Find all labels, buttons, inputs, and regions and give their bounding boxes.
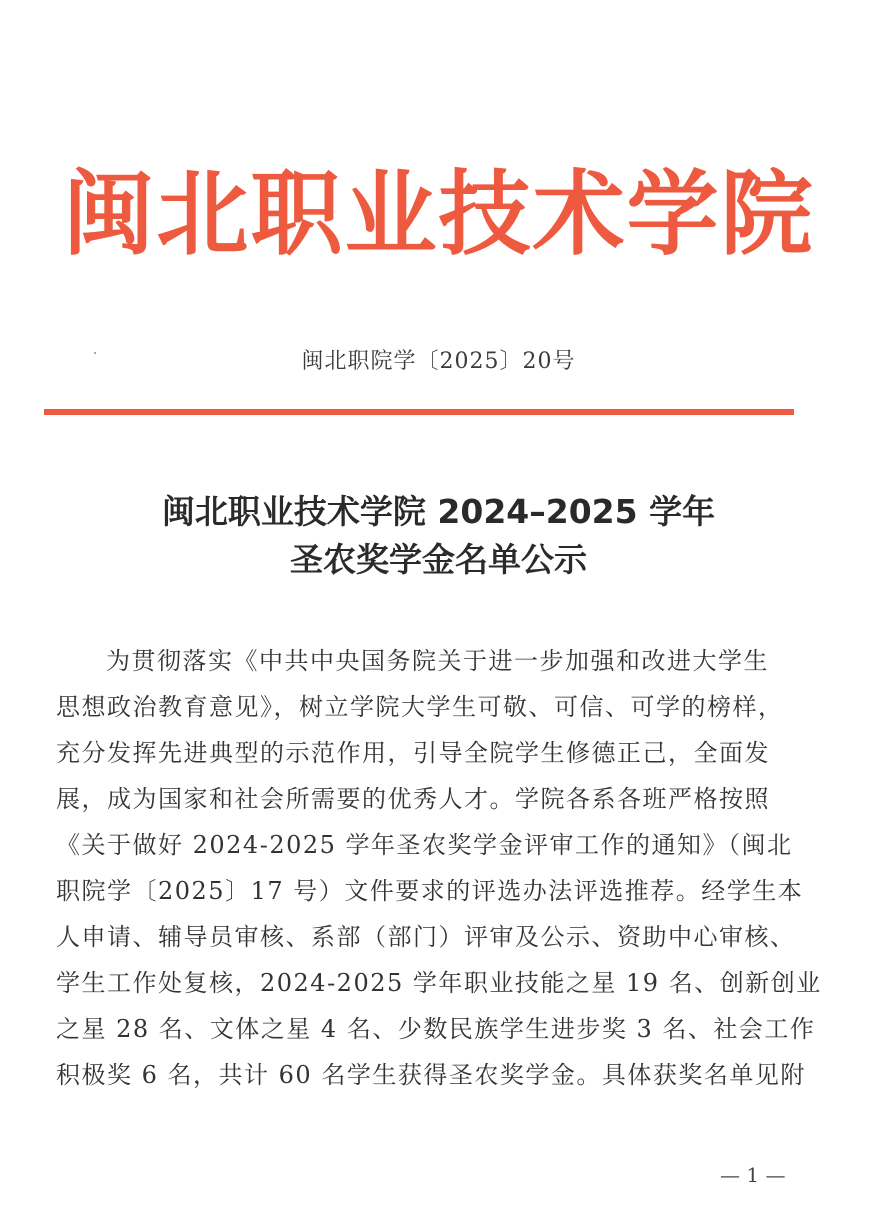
body-line-3: 充分发挥先进典型的示范作用，引导全院学生修德正己，全面发: [56, 739, 770, 767]
document-title-line-1: 闽北职业技术学院 2024–2025 学年: [161, 492, 716, 531]
body-line-1: 为贯彻落实《中共中央国务院关于进一步加强和改进大学生: [106, 647, 769, 675]
body-line-8: 学生工作处复核，2024-2025 学年职业技能之星 19 名、创新创业: [56, 969, 822, 997]
body-line-9: 之星 28 名、文体之星 4 名、少数民族学生进步奖 3 名、社会工作: [56, 1015, 816, 1043]
body-line-2: 思想政治教育意见》，树立学院大学生可敬、可信、可学的榜样，: [56, 693, 784, 721]
body-line-10: 积极奖 6 名，共计 60 名学生获得圣农奖学金。具体获奖名单见附: [56, 1061, 806, 1089]
red-divider-line: [44, 409, 794, 415]
document-title-line-2: 圣农奖学金名单公示: [290, 540, 587, 579]
institution-masthead: 闽北职业技术学院: [62, 161, 815, 268]
body-line-6: 职院学〔2025〕17 号）文件要求的评选办法评选推荐。经学生本: [56, 877, 804, 905]
page-number: — 1 —: [720, 1163, 786, 1187]
body-line-4: 展，成为国家和社会所需要的优秀人才。学院各系各班严格按照: [56, 785, 770, 813]
body-line-7: 人申请、辅导员审核、系部（部门）评审及公示、资助中心审核、: [56, 923, 796, 951]
document-number: 闽北职院学〔2025〕20号: [301, 349, 576, 374]
body-line-5: 《关于做好 2024-2025 学年圣农奖学金评审工作的通知》（闽北: [56, 831, 793, 859]
